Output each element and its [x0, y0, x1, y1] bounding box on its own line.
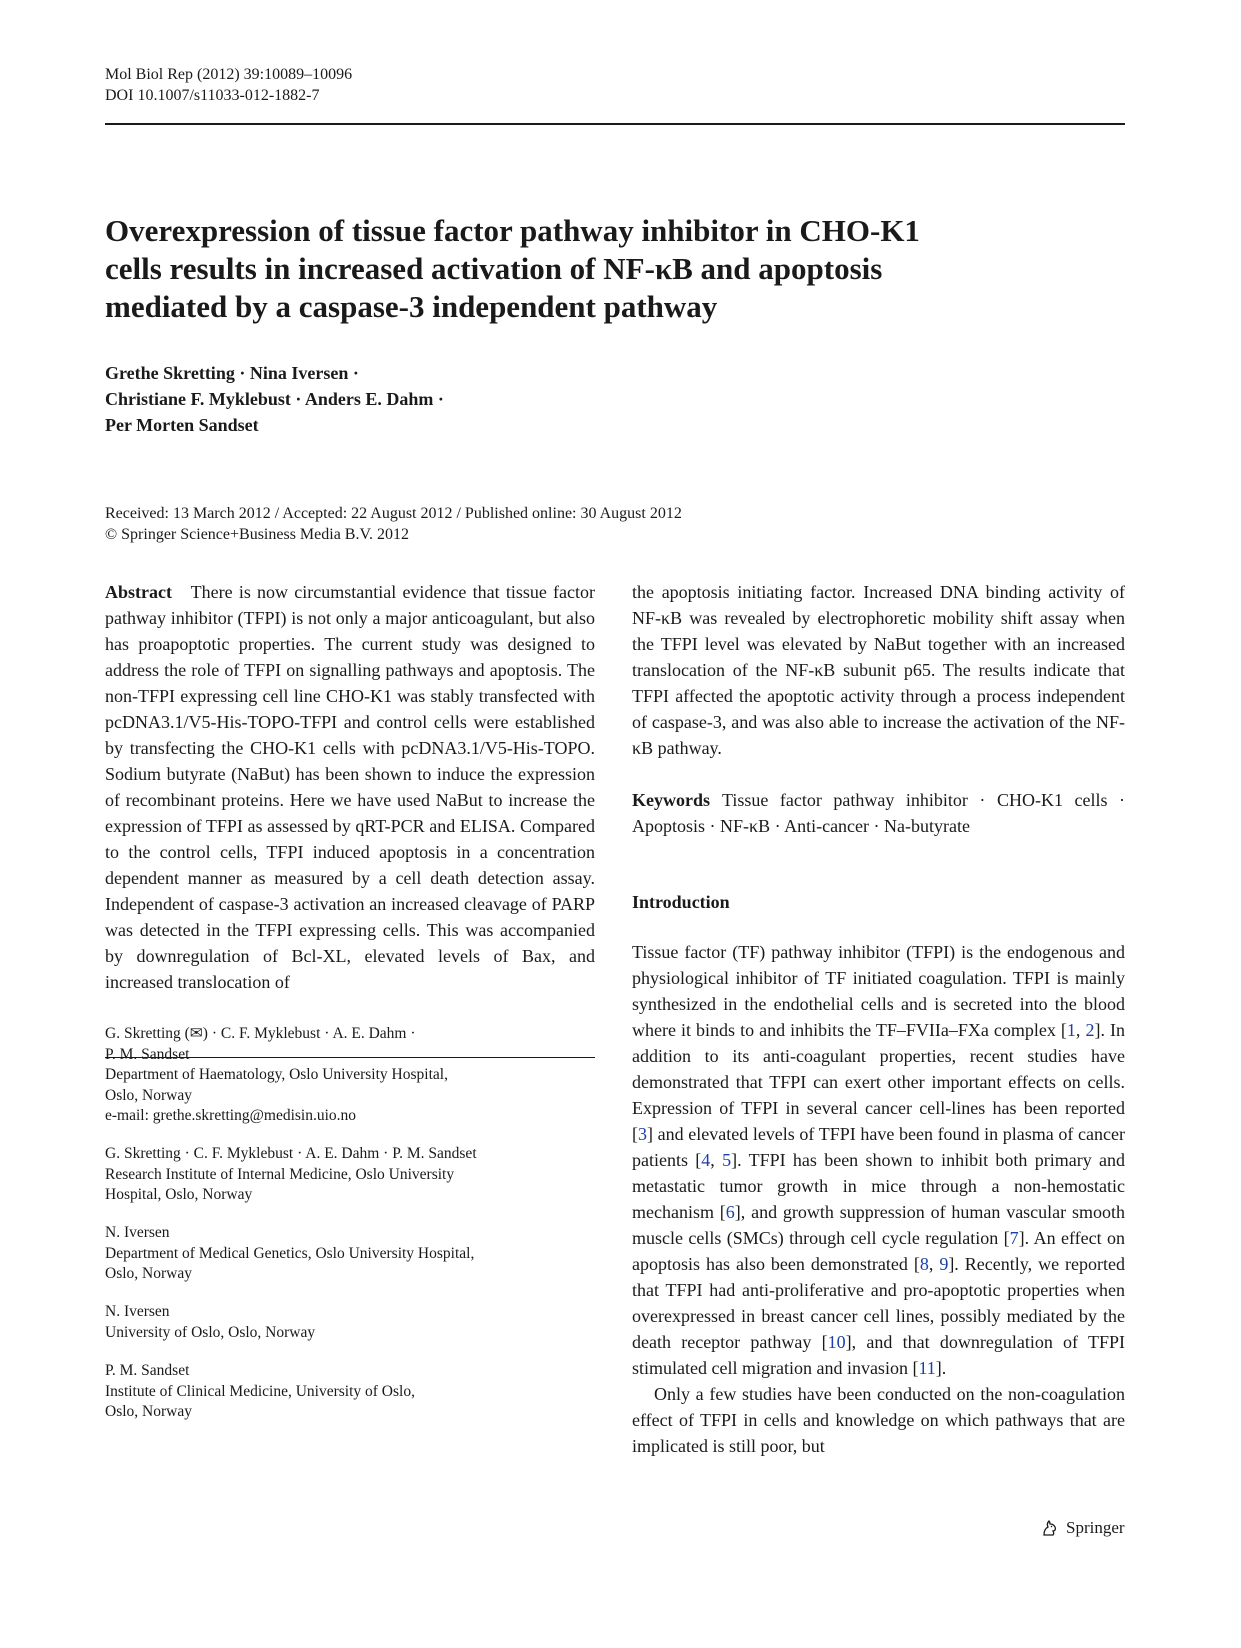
- citation-link[interactable]: 1: [1066, 1020, 1076, 1040]
- affiliation-line: Department of Haematology, Oslo University Hospital,: [105, 1066, 448, 1083]
- springer-horse-icon: [1040, 1518, 1060, 1538]
- affiliation-line: Institute of Clinical Medicine, University of Oslo,: [105, 1382, 415, 1400]
- intro-paragraph-2: Only a few studies have been conducted on the non-coagulation effect of TFPI in cells and knowledge on which pathways that are implicated is still poor, but: [632, 1384, 1125, 1456]
- keywords: [632, 787, 1125, 839]
- citation-link[interactable]: 10: [827, 1332, 846, 1352]
- affiliation-line: Oslo, Norway: [105, 1403, 192, 1420]
- affiliation-line: G. Skretting (✉) · C. F. Myklebust · A. E. Dahm ·: [105, 1025, 416, 1042]
- citation-link[interactable]: 9: [939, 1254, 949, 1274]
- abstract-paragraph: [105, 579, 595, 995]
- affiliation-note: [105, 1223, 595, 1285]
- intro-text: ].: [935, 1358, 947, 1378]
- affiliation-line: G. Skretting · C. F. Myklebust · A. E. Dahm · P. M. Sandset: [105, 1145, 477, 1162]
- citation-link[interactable]: 4: [701, 1150, 711, 1170]
- intro-text: ,: [1075, 1020, 1086, 1040]
- affiliation-line: University of Oslo, Oslo, Norway: [105, 1323, 316, 1341]
- intro-text: ,: [710, 1150, 723, 1170]
- affiliation-line: P. M. Sandset: [105, 1362, 190, 1379]
- affiliation-line: Research Institute of Internal Medicine, Oslo University: [105, 1165, 455, 1183]
- affiliation-note: [105, 1024, 595, 1127]
- abstract-text-right: the apoptosis initiating factor. Increased DNA binding activity of NF-κB was revealed by electrophoretic mobility shift assay when the TFPI level was elevated by NaBut together with an increased translocation of the NF-κB subunit p65. The results indicate that TFPI affected the apoptotic activity through a process independent of caspase-3, and was also able to increase the activation of the NF- κB pathway.: [632, 582, 1125, 758]
- intro-text: Tissue factor (TF) pathway inhibitor (TFPI) is the endogenous and physiological inhibitor of TF initiated coagulation. TFPI is mainly synthesized in the endothelial cells and is secreted into the blood where it binds to and inhibits the TF–FVIIa–FXa complex [: [632, 942, 1125, 1040]
- email-address[interactable]: e-mail: grethe.skretting@medisin.uio.no: [105, 1107, 357, 1124]
- copyright-line: © Springer Science+Business Media B.V. 2012: [105, 526, 409, 543]
- affiliation-note: [105, 1144, 595, 1206]
- affiliation-line: Hospital, Oslo, Norway: [105, 1186, 253, 1203]
- citation-link[interactable]: 7: [1009, 1228, 1019, 1248]
- title-line: cells results in increased activation of NF-κB and apoptosis: [105, 251, 883, 286]
- keywords-label: Keywords: [632, 790, 710, 810]
- article-title: [105, 212, 1105, 326]
- doi: DOI 10.1007/s11033-012-1882-7: [105, 87, 320, 104]
- citation-link[interactable]: 2: [1085, 1020, 1095, 1040]
- journal-header: [105, 64, 352, 106]
- intro-text: ], and that downregulation of TFPI stimulated cell migration and invasion [: [632, 1332, 1125, 1378]
- header-rule: [105, 123, 1125, 125]
- right-column: [632, 579, 1125, 1459]
- abstract-left-column: [105, 579, 595, 995]
- title-line: mediated by a caspase-3 independent pathway: [105, 289, 718, 324]
- dates-line: Received: 13 March 2012 / Accepted: 22 August 2012 / Published online: 30 August 2012: [105, 505, 682, 522]
- keywords-text: Tissue factor pathway inhibitor · CHO-K1 cells · Apoptosis · NF-κB · Anti-cancer · Na-butyrate: [632, 790, 1125, 836]
- intro-text: ], and growth suppression of human vascular smooth muscle cells (SMCs) through cell cycle regulation [: [632, 1202, 1125, 1248]
- authors-line: Christiane F. Myklebust · Anders E. Dahm ·: [105, 389, 444, 409]
- affiliation-line: P. M. Sandset: [105, 1045, 190, 1063]
- intro-text: ]. In addition to its anti-coagulant properties, recent studies have demonstrated that TFPI can exert other important effects on cells. Expression of TFPI in several cancer cell-lines has been reported [: [632, 1020, 1125, 1144]
- author-list: [105, 360, 444, 438]
- intro-text: ]. Recently, we reported that TFPI had anti-proliferative and pro-apoptotic properties when overexpressed in breast cancer cell lines, possibly mediated by the death receptor pathway [: [632, 1254, 1126, 1352]
- abstract-text-left: There is now circumstantial evidence that tissue factor pathway inhibitor (TFPI) is not only a major anticoagulant, but also has proapoptotic properties. The current study was designed to address the role of TFPI on signalling pathways and apoptosis. The non-TFPI expressing cell line CHO-K1 was stably transfected with pcDNA3.1/V5-His-TOPO-TFPI and control cells were established by transfecting the CHO-K1 cells with pcDNA3.1/V5-His-TOPO. Sodium butyrate (NaBut) has been shown to induce the expression of recombinant proteins. Here we have used NaBut to increase the expression of TFPI as assessed by qRT-PCR and ELISA. Compared to the control cells, TFPI induced apoptosis in a concentration dependent manner as measured by a cell death detection assay. Independent of caspase-3 activation an increased cleavage of PARP was detected in the TFPI expressing cells. This was accompanied by downregulation of Bcl-XL, elevated levels of Bax, and increased translocation of: [105, 582, 596, 992]
- affiliation-line: Oslo, Norway: [105, 1265, 192, 1282]
- citation-link[interactable]: 5: [722, 1150, 732, 1170]
- publisher-name: Springer: [1066, 1518, 1125, 1537]
- intro-text: ]. TFPI has been shown to inhibit both primary and metastatic tumor growth in mice through a non-hemostatic mechanism [: [632, 1150, 1126, 1222]
- affiliation-line: Department of Medical Genetics, Oslo University Hospital,: [105, 1244, 475, 1262]
- citation-link[interactable]: 6: [725, 1202, 735, 1222]
- title-line: Overexpression of tissue factor pathway inhibitor in CHO-K1: [105, 213, 920, 248]
- intro-text: ] and elevated levels of TFPI have been found in plasma of cancer patients [: [632, 1124, 1125, 1170]
- citation-link[interactable]: 8: [919, 1254, 929, 1274]
- affiliation-line: N. Iversen: [105, 1224, 170, 1241]
- citation-link[interactable]: 11: [918, 1358, 936, 1378]
- publication-dates: [105, 503, 682, 545]
- citation-link[interactable]: 3: [638, 1124, 647, 1144]
- affiliation-line: N. Iversen: [105, 1303, 170, 1320]
- journal-citation: Mol Biol Rep (2012) 39:10089–10096: [105, 66, 353, 83]
- affiliation-line: Oslo, Norway: [105, 1086, 192, 1104]
- affiliation-note: [105, 1302, 595, 1343]
- intro-paragraph: [632, 939, 1125, 1381]
- authors-line: Grethe Skretting · Nina Iversen ·: [105, 363, 359, 383]
- section-heading: Introduction: [632, 892, 730, 912]
- abstract-label: Abstract: [105, 582, 172, 602]
- affiliation-note: [105, 1361, 595, 1423]
- intro-text: ,: [928, 1254, 940, 1274]
- authors-line: Per Morten Sandset: [105, 415, 259, 435]
- intro-text: ]. An effect on apoptosis has also been demonstrated [: [632, 1228, 1125, 1274]
- publisher-logo: [1040, 1518, 1125, 1538]
